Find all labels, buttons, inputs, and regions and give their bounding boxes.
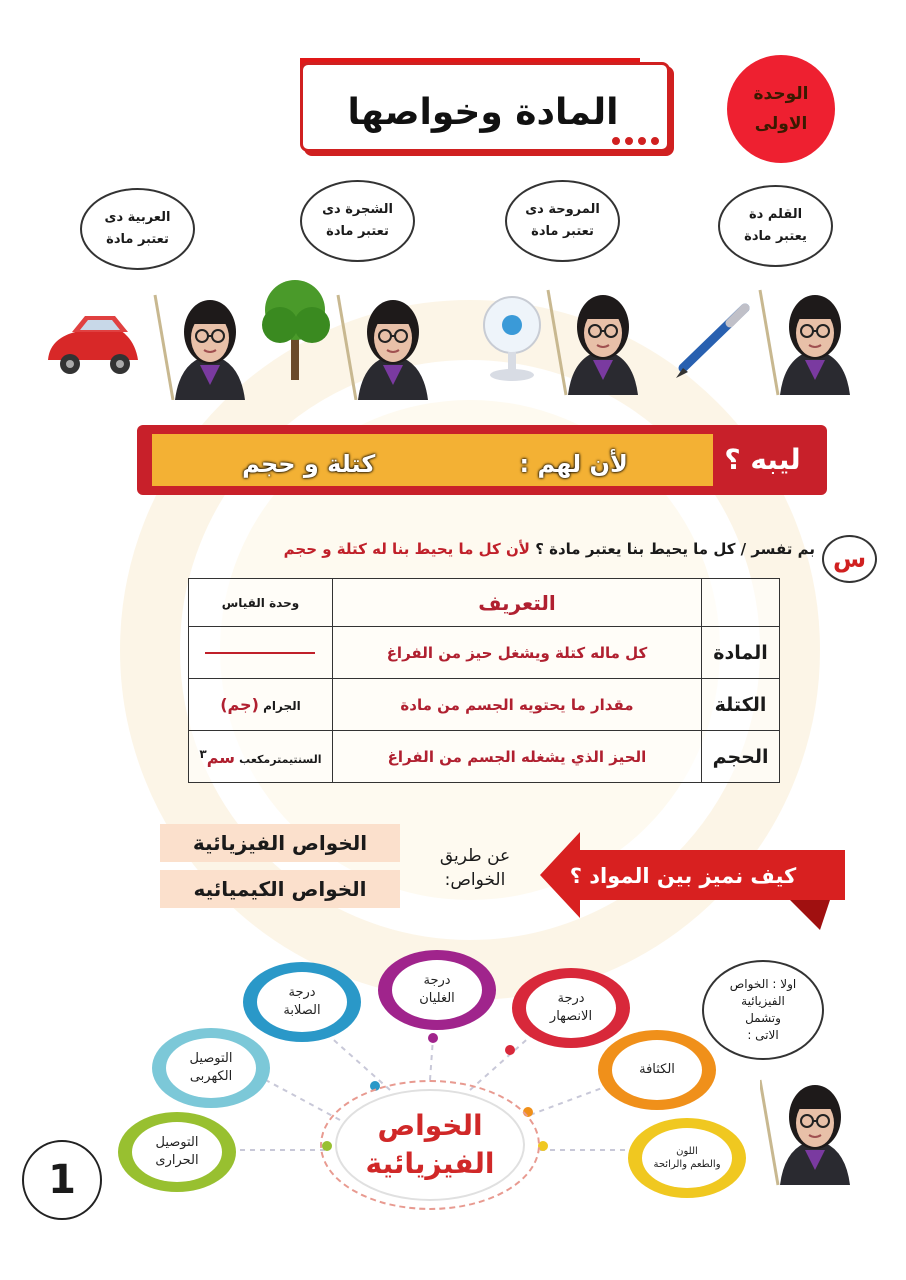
unit-cell [189,627,333,679]
page-number: 1 [22,1140,102,1220]
chemical-properties-label: الخواص الكيميائيه [160,870,400,908]
teacher-figure [155,295,245,400]
node-boiling-point [378,950,496,1030]
bubble-text: الفيزيائية [741,994,785,1008]
term-cell: المادة [702,627,780,679]
node-text: الكهربى [189,1069,233,1084]
table-header-row [189,579,780,627]
via-line2: الخواص: [444,870,506,890]
definition-cell: مقدار ما يحتويه الجسم من مادة [332,679,701,731]
why-answer [170,444,700,484]
via-properties [420,844,530,896]
unit-badge [727,55,835,163]
unit-symbol: (جم) [220,695,259,714]
objects-row-illustration [0,280,906,400]
via-line1: عن طريق [439,846,511,866]
question-line [100,540,815,566]
no-unit-line [205,652,315,654]
why-label: ليبه ؟ [724,443,801,476]
definition-cell: الحيز الذي يشغله الجسم من الفراغ [332,731,701,783]
node-text: الغليان [419,991,455,1006]
node-text: الحرارى [155,1153,199,1168]
physical-properties-label: الخواص الفيزيائية [160,824,400,862]
mindmap-center-line1: الخواص [377,1109,483,1142]
unit-symbol: سم [206,747,235,767]
connector-dot [428,1033,438,1043]
why-because: لأن لهم : [519,450,628,478]
node-inner [166,1038,256,1098]
term-cell: الحجم [702,731,780,783]
definition-cell: كل ماله كتلة ويشغل حيز من الفراغ [332,627,701,679]
question-text: بم تفسر / كل ما يحيط بنا يعتبر مادة ؟ [535,540,815,558]
mindmap-center [320,1080,540,1210]
node-melting-point [512,968,630,1048]
connector-dot [505,1045,515,1055]
teacher-figure [548,290,638,395]
node-inner [526,978,616,1038]
node-text: درجة [557,991,585,1006]
term-cell: الكتلة [702,679,780,731]
title-dots-bottom [612,137,659,145]
node-color-taste-smell [628,1118,746,1198]
node-thermal-conductivity [118,1112,236,1192]
unit-power: ٣ [199,746,207,761]
node-inner [612,1040,702,1100]
unit-cell [189,679,333,731]
bubble-text: القلم دة [748,207,803,222]
car-icon [48,316,138,374]
node-hardness [243,962,361,1042]
node-text: التوصيل [189,1051,233,1066]
bubble-text: يعتبر مادة [744,229,807,244]
table-row [189,679,780,731]
speech-bubble-pen [718,185,833,267]
question-answer: لأن كل ما يحيط بنا له كتلة و حجم [283,540,530,558]
unit-badge-line1: الوحدة [753,84,809,104]
unit-name: الجرام [263,699,301,713]
node-inner [132,1122,222,1182]
node-text: الكثافة [639,1062,675,1077]
bubble-text: تعتبر مادة [106,232,169,247]
tree-icon [262,280,330,380]
node-inner [642,1128,732,1188]
table-header-definition: التعريف [332,579,701,627]
unit-name: السنتيمترمكعب [239,752,322,766]
table-row [189,731,780,783]
bubble-text: تعتبر مادة [326,224,389,239]
speech-bubble-fan [505,180,620,262]
bubble-text: الشجرة دى [322,202,393,217]
node-inner [392,960,482,1020]
teacher-figure [760,290,850,395]
node-inner [257,972,347,1032]
definitions-table [188,578,780,783]
table-row [189,627,780,679]
question-marker: س [822,535,877,583]
bubble-text: العربية دى [104,210,171,225]
node-text: اللون [676,1146,698,1157]
bubble-text: المروحة دى [525,202,600,217]
node-electrical-conductivity [152,1028,270,1108]
page-title: المادة وخواصها [347,92,619,133]
table-header-empty [702,579,780,627]
bubble-text: وتشمل [745,1011,781,1025]
node-density [598,1030,716,1110]
node-text: الانصهار [549,1009,593,1024]
node-text: الصلابة [283,1003,321,1018]
bubble-text: الاتى : [747,1028,779,1042]
node-text: التوصيل [155,1135,199,1150]
bubble-text: تعتبر مادة [531,224,594,239]
fan-icon [484,297,540,381]
why-mass-volume: كتلة و حجم [242,450,376,478]
unit-badge-line2: الاولى [754,114,808,134]
unit-cell [189,731,333,783]
speech-bubble-tree [300,180,415,262]
teacher-figure [338,295,428,400]
distinguish-question: كيف نميز بين المواد ؟ [569,864,797,888]
pen-icon [676,308,745,378]
node-text: درجة [288,985,316,1000]
mindmap-center-inner [335,1089,525,1201]
node-text: والطعم والرائحة [653,1159,721,1170]
bubble-text: اولا : الخواص [729,977,797,991]
mindmap-center-line2: الفيزيائية [365,1147,495,1180]
node-text: درجة [423,973,451,988]
speech-bubble-car [80,188,195,270]
table-header-unit: وحدة القياس [189,579,333,627]
